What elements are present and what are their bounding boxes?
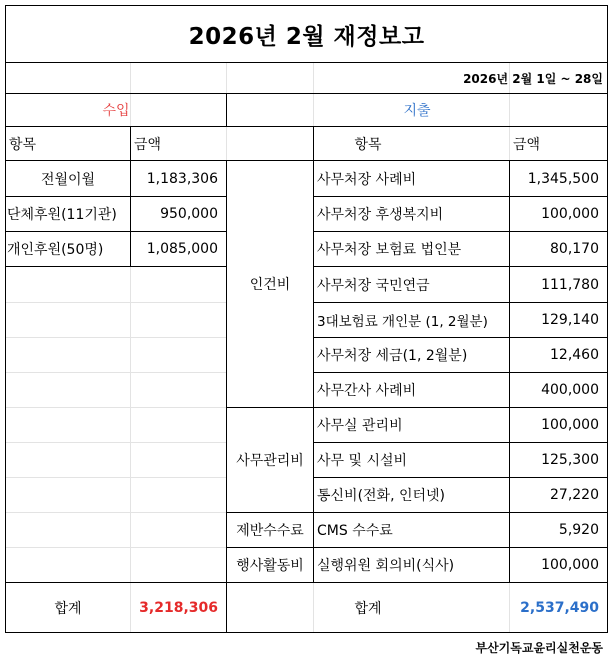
income-total-amount: 3,218,306 bbox=[139, 599, 218, 616]
expense-category: 사무관리비 bbox=[236, 453, 304, 469]
expense-amount: 27,220 bbox=[550, 487, 599, 503]
expense-category: 행사활동비 bbox=[236, 558, 304, 574]
income-item: 개인후원(50명) bbox=[7, 242, 104, 258]
expense-amount: 125,300 bbox=[541, 452, 599, 468]
expense-amount: 129,140 bbox=[541, 312, 599, 328]
expense-item: 사무처장 사례비 bbox=[317, 171, 417, 188]
expense-item: 사무실 관리비 bbox=[317, 418, 403, 434]
expense-item: 사무처장 보험료 법인분 bbox=[317, 242, 462, 258]
expense-item: CMS 수수료 bbox=[317, 523, 393, 539]
income-col-amount: 금액 bbox=[134, 136, 162, 153]
expense-item: 사무간사 사례비 bbox=[317, 383, 417, 399]
income-item: 단체후원(11기관) bbox=[7, 207, 117, 223]
expense-item: 사무처장 국민연금 bbox=[317, 277, 430, 294]
organization-name: 부산기독교윤리실천운동 bbox=[475, 640, 603, 655]
expense-item: 사무처장 세금(1, 2월분) bbox=[317, 348, 468, 364]
expense-amount: 111,780 bbox=[541, 276, 599, 293]
expense-category: 인건비 bbox=[249, 277, 291, 293]
income-col-item: 항목 bbox=[9, 136, 37, 153]
expense-item: 실행위원 회의비(식사) bbox=[317, 558, 455, 574]
expense-amount: 100,000 bbox=[541, 557, 599, 573]
report-period: 2026년 2월 1일 ~ 28일 bbox=[463, 71, 603, 86]
income-amount: 1,085,000 bbox=[146, 241, 218, 257]
expense-total-label: 합계 bbox=[354, 600, 382, 617]
expense-header: 지출 bbox=[403, 103, 431, 119]
income-amount: 1,183,306 bbox=[146, 170, 218, 187]
expense-amount: 80,170 bbox=[550, 241, 599, 257]
expense-amount: 100,000 bbox=[541, 417, 599, 433]
expense-item: 사무처장 후생복지비 bbox=[317, 207, 444, 223]
expense-amount: 5,920 bbox=[558, 522, 599, 538]
expense-item: 사무 및 시설비 bbox=[317, 453, 408, 469]
income-item: 전월이월 bbox=[40, 171, 96, 188]
expense-total-amount: 2,537,490 bbox=[520, 599, 599, 616]
expense-col-amount: 금액 bbox=[513, 136, 541, 153]
expense-item: 3대보험료 개인분 (1, 2월분) bbox=[317, 314, 488, 330]
expense-col-item: 항목 bbox=[354, 136, 382, 153]
expense-amount: 12,460 bbox=[550, 347, 599, 363]
expense-amount: 100,000 bbox=[541, 206, 599, 222]
expense-amount: 1,345,500 bbox=[527, 170, 599, 187]
report-title: 2026년 2월 재정보고 bbox=[188, 23, 425, 50]
income-amount: 950,000 bbox=[160, 206, 218, 222]
income-header: 수입 bbox=[102, 103, 130, 119]
expense-item: 통신비(전화, 인터넷) bbox=[317, 488, 446, 504]
expense-category: 제반수수료 bbox=[236, 523, 304, 539]
income-total-label: 합계 bbox=[54, 600, 82, 617]
expense-amount: 400,000 bbox=[541, 382, 599, 398]
